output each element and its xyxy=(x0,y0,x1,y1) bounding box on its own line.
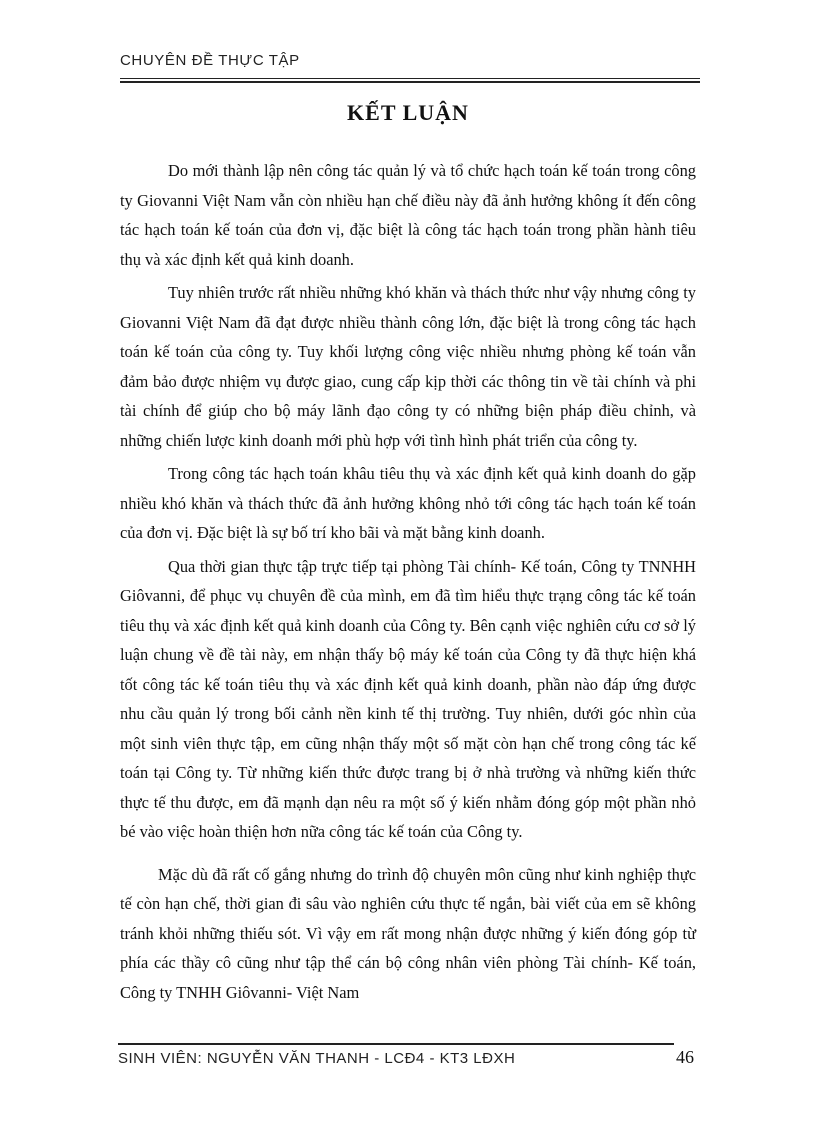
paragraph-4: Qua thời gian thực tập trực tiếp tại phòng Tài chính- Kế toán, Công ty TNNHH Giôvanni, để phục vụ chuyên đề của mình, em đã tìm hiểu thực trạng công tác kế toán tiêu thụ và xác định kết quả kinh doanh của Công ty. Bên cạnh việc nghiên cứu cơ sở lý luận chung về đề tài này, em nhận thấy bộ máy kế toán của Công ty đã thực hiện khá tốt công tác kế toán tiêu thụ và xác định kết quả kinh doanh, phần nào đáp ứng được nhu cầu quản lý trong bối cảnh nền kinh tế thị trường. Tuy nhiên, dưới góc nhìn của một sinh viên thực tập, em cũng nhận thấy một số mặt còn hạn chế trong công tác kế toán tại Công ty. Từ những kiến thức được trang bị ở nhà trường và những kiến thức thực tế thu được, em đã mạnh dạn nêu ra một số ý kiến nhằm đóng góp một phần nhỏ bé vào việc hoàn thiện hơn nữa công tác kế toán của Công ty. xyxy=(120,556,696,841)
header-divider xyxy=(120,78,700,79)
section-heading: KẾT LUẬN xyxy=(347,100,469,125)
paragraph-5: Mặc dù đã rất cố gắng nhưng do trình độ chuyên môn cũng như kinh nghiệp thực tế còn hạn chế, thời gian đi sâu vào nghiên cứu thực tế ngắn, bài viết của em sẽ không tránh khỏi những thiếu sót. Vì vậy em rất mong nhận được những ý kiến đóng góp từ phía các thầy cô cũng như tập thể cán bộ công nhân viên phòng Tài chính- Kế toán, Công ty TNHH Giôvanni- Việt Nam xyxy=(120,864,696,1002)
document-title: CHUYÊN ĐỀ THỰC TẬP xyxy=(120,52,300,69)
page-number: 46 xyxy=(676,1047,694,1067)
paragraph-3: Trong công tác hạch toán khâu tiêu thụ và xác định kết quả kinh doanh do gặp nhiều khó khăn và thách thức đã ảnh hưởng không nhỏ tới công tác hạch toán kế toán của đơn vị. Đặc biệt là sự bố trí kho bãi và mặt bằng kinh doanh. xyxy=(120,464,696,542)
document-body xyxy=(120,156,696,1007)
footer-divider xyxy=(118,1043,674,1045)
page-header xyxy=(120,52,700,69)
header-divider-thick xyxy=(120,81,700,83)
student-info: SINH VIÊN: NGUYỄN VĂN THANH - LCĐ4 - KT3 LĐXH xyxy=(118,1050,516,1067)
paragraph-1: Do mới thành lập nên công tác quản lý và tổ chức hạch toán kế toán trong công ty Giovanni Việt Nam vẫn còn nhiều hạn chế điều này đã ảnh hưởng không ít đến công tác hạch toán kế toán của đơn vị, đặc biệt là công tác hạch toán trong phần hành tiêu thụ và xác định kết quả kinh doanh. xyxy=(120,161,696,269)
paragraph-2: Tuy nhiên trước rất nhiều những khó khăn và thách thức như vậy nhưng công ty Giovanni Việt Nam đã đạt được nhiều thành công lớn, đặc biệt là trong công tác hạch toán kế toán của công ty. Tuy khối lượng công việc nhiều nhưng phòng kế toán vẫn đảm bảo được nhiệm vụ được giao, cung cấp kịp thời các thông tin về tài chính và phi tài chính để giúp cho bộ máy lãnh đạo công ty có những biện pháp điều chỉnh, và những chiến lược kinh doanh mới phù hợp với tình hình phát triển của công ty. xyxy=(120,283,696,450)
